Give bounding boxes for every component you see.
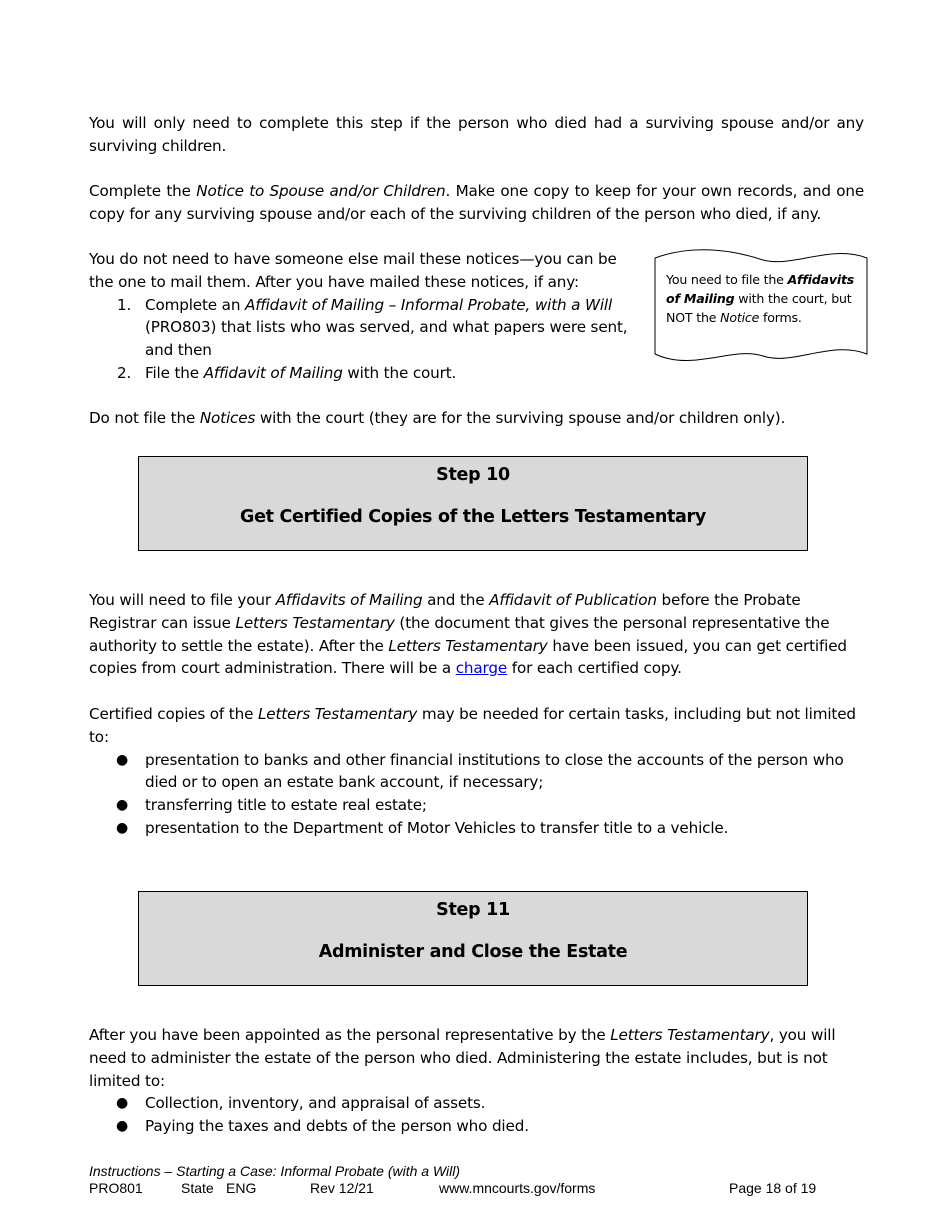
text-run: Complete the xyxy=(89,182,197,200)
form-name: Letters Testamentary xyxy=(257,705,418,723)
list-item xyxy=(89,817,864,840)
text-run: . Make one copy to keep for your own records, and one copy for any surviving spouse and/or each of the surviving children of the person who died, if any. xyxy=(89,182,865,223)
form-name-notice: Notice to Spouse and/or Children xyxy=(196,182,446,200)
bullet-icon: ● xyxy=(116,1118,129,1135)
text-run: (the document that gives the personal representative the authority to settle the estate). After the xyxy=(89,613,830,655)
step-number: Step 11 xyxy=(436,900,510,920)
intro-paragraph-2 xyxy=(89,180,864,226)
text-run: After you have been appointed as the personal representative by the xyxy=(89,1026,611,1044)
form-name: Affidavits of Mailing xyxy=(275,591,423,609)
footer-title: Instructions – Starting a Case: Informal Probate (with a Will) xyxy=(89,1163,461,1179)
administer-list xyxy=(89,1092,864,1138)
list-item xyxy=(89,1092,864,1115)
text-run: (PRO803) that lists who was served, and what papers were sent, and then xyxy=(145,318,628,360)
step-10-paragraph-2 xyxy=(89,703,864,749)
form-name: Affidavit of Publication xyxy=(489,591,657,609)
text-run: , you will need to administer the estate of the person who died. Administering the estate includes, but is not limited to: xyxy=(89,1026,836,1090)
bullet-icon: ● xyxy=(116,1095,129,1112)
bullet-icon: ● xyxy=(116,797,129,814)
form-name: Letters Testamentary xyxy=(235,613,395,632)
footer-revision: Rev 12/21 xyxy=(310,1180,374,1196)
intro-paragraph-3: You do not need to have someone else mail these notices—you can be the one to mail them. After you have mailed these notices, if any: xyxy=(89,250,617,291)
footer-language: ENG xyxy=(226,1180,257,1196)
list-item xyxy=(89,294,629,362)
form-name-notices: Notices xyxy=(199,409,256,427)
step-title: Administer and Close the Estate xyxy=(318,942,628,962)
step-10-tasks xyxy=(89,703,864,840)
list-item xyxy=(89,794,864,817)
text-run: You will need to file your xyxy=(89,591,276,609)
text-run: forms. xyxy=(759,310,802,325)
text-run: have been issued, you can get certified copies from court administration. There will be a xyxy=(89,636,847,678)
step-10-paragraph-1 xyxy=(89,589,864,680)
bullet-icon: ● xyxy=(116,819,129,836)
text-run: with the court, but NOT the xyxy=(666,291,852,325)
step-11-content xyxy=(89,1024,864,1138)
tasks-list xyxy=(89,749,864,840)
step-11-header xyxy=(138,891,808,986)
list-text: transferring title to estate real estate; xyxy=(145,796,427,815)
intro-paragraph-4 xyxy=(89,407,864,430)
form-name-affidavit: Affidavits of Mailing xyxy=(666,272,855,306)
page-footer xyxy=(89,1163,869,1197)
footer-meta xyxy=(89,1180,869,1197)
text-run: for each certified copy. xyxy=(507,659,682,678)
form-name-affidavit: Affidavit of Mailing xyxy=(203,363,343,382)
text-run: Do not file the xyxy=(89,409,200,427)
list-number: 2. xyxy=(117,363,132,382)
step-11-paragraph-1 xyxy=(89,1024,864,1092)
list-text: presentation to banks and other financial institutions to close the accounts of the person who died or to open an estate bank account, if necessary; xyxy=(145,750,844,792)
form-name-notice: Notice xyxy=(720,310,760,325)
mailing-steps-list xyxy=(89,294,629,385)
bullet-icon: ● xyxy=(116,751,129,768)
step-title: Get Certified Copies of the Letters Testamentary xyxy=(240,507,706,527)
list-item xyxy=(89,1115,864,1138)
text-run: with the court. xyxy=(342,363,457,382)
footer-page-number: Page 18 of 19 xyxy=(729,1180,817,1196)
text-run: File the xyxy=(145,363,204,382)
text-run: may be needed for certain tasks, including but not limited to: xyxy=(89,705,856,746)
footer-state: State xyxy=(181,1180,214,1196)
list-item xyxy=(89,749,864,795)
list-item xyxy=(89,362,629,385)
callout-note xyxy=(653,248,871,366)
step-10-header xyxy=(138,456,808,551)
text-run: Certified copies of the xyxy=(89,705,258,723)
charge-link[interactable]: charge xyxy=(455,659,508,678)
list-number: 1. xyxy=(117,295,132,314)
form-name: Letters Testamentary xyxy=(388,636,548,655)
footer-form-code: PRO801 xyxy=(89,1180,143,1196)
text-run: with the court (they are for the surviving spouse and/or children only). xyxy=(255,409,786,427)
list-text: Collection, inventory, and appraisal of assets. xyxy=(145,1094,486,1113)
text-run: and the xyxy=(422,591,490,609)
intro-paragraph-1: You will only need to complete this step if the person who died had a surviving spouse and/or any surviving children. xyxy=(89,114,864,155)
text-run: Complete an xyxy=(145,295,245,314)
form-name-affidavit: Affidavit of Mailing – Informal Probate, with a Will xyxy=(244,295,613,314)
text-run: You need to file the xyxy=(666,272,788,287)
step-number: Step 10 xyxy=(436,465,510,485)
list-text: Paying the taxes and debts of the person who died. xyxy=(145,1117,529,1136)
text-run: before the Probate Registrar can issue xyxy=(89,591,801,632)
form-name: Letters Testamentary xyxy=(610,1026,770,1044)
mailing-instructions xyxy=(89,248,629,385)
list-text: presentation to the Department of Motor Vehicles to transfer title to a vehicle. xyxy=(145,818,729,837)
callout-text xyxy=(666,270,866,327)
footer-url: www.mncourts.gov/forms xyxy=(439,1180,596,1196)
